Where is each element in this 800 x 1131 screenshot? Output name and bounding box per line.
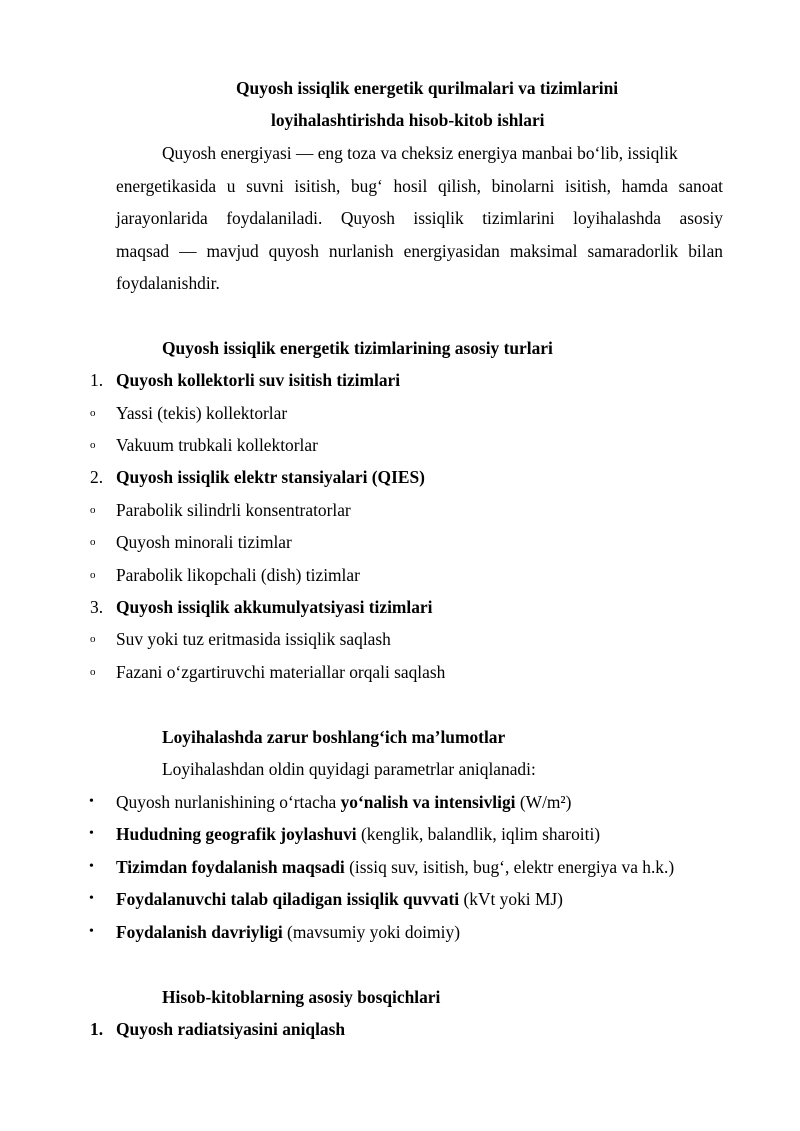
section-heading-calculation-stages: Hisob-kitoblarning asosiy bosqichlari [162,987,441,1007]
section-intro-text: Loyihalashdan oldin quyidagi parametrlar aniqlanadi: [162,759,536,779]
bullet-marker: • [89,859,94,874]
sub-list-item: Quyosh minorali tizimlar [116,532,292,552]
bullet-item-periodicity: Foydalanish davriyligi (mavsumiy yoki doimiy) [116,922,460,942]
bullet-marker: • [89,826,94,841]
bullet-marker: • [89,794,94,809]
bullet-item-location: Hududning geografik joylashuvi (kenglik, balandlik, iqlim sharoiti) [116,824,601,844]
list-number: 1. [90,1019,104,1039]
intro-line-5: foydalanishdir. [116,273,220,293]
bullet-marker: • [89,924,94,939]
section-heading-types: Quyosh issiqlik energetik tizimlarining asosiy turlari [162,338,553,358]
intro-line-2: energetikasida u suvni isitish, bug‘ hosil qilish, binolarni isitish, hamda sanoat [116,176,723,196]
bullet-item-power: Foydalanuvchi talab qiladigan issiqlik quvvati (kVt yoki MJ) [116,889,563,909]
intro-line-1: Quyosh energiyasi — eng toza va cheksiz energiya manbai bo‘lib, issiqlik [162,143,678,163]
sub-bullet-marker: o [90,439,96,451]
list-item-accumulation: Quyosh issiqlik akkumulyatsiyasi tizimlari [116,597,433,617]
sub-bullet-marker: o [90,666,96,678]
sub-list-item: Parabolik likopchali (dish) tizimlar [116,565,360,585]
list-number: 1. [90,370,104,390]
list-item-qies: Quyosh issiqlik elektr stansiyalari (QIES) [116,467,425,487]
sub-bullet-marker: o [90,407,96,419]
bullet-item-purpose: Tizimdan foydalanish maqsadi (issiq suv, isitish, bug‘, elektr energiya va h.k.) [116,857,675,877]
sub-bullet-marker: o [90,504,96,516]
sub-bullet-marker: o [90,633,96,645]
sub-list-item: Parabolik silindrli konsentratorlar [116,500,351,520]
list-item-radiation-determination: Quyosh radiatsiyasini aniqlash [116,1019,346,1039]
sub-bullet-marker: o [90,569,96,581]
sub-list-item: Yassi (tekis) kollektorlar [116,403,288,423]
bullet-marker: • [89,891,94,906]
title-line-1: Quyosh issiqlik energetik qurilmalari va tizimlarini [236,78,619,98]
list-item-collector-systems: Quyosh kollektorli suv isitish tizimlari [116,370,401,390]
intro-line-4: maqsad — mavjud quyosh nurlanish energiyasidan maksimal samaradorlik bilan [116,241,723,261]
bullet-item-radiation: Quyosh nurlanishining o‘rtacha yo‘nalish va intensivligi (W/m²) [116,792,572,812]
sub-bullet-marker: o [90,536,96,548]
sub-list-item: Vakuum trubkali kollektorlar [116,435,318,455]
intro-line-3: jarayonlarida foydalaniladi. Quyosh issiqlik tizimlarini loyihalashda asosiy [116,208,723,228]
sub-list-item: Suv yoki tuz eritmasida issiqlik saqlash [116,629,391,649]
title-line-2: loyihalashtirishda hisob-kitob ishlari [271,110,545,130]
list-number: 3. [90,597,104,617]
list-number: 2. [90,467,104,487]
sub-list-item: Fazani o‘zgartiruvchi materiallar orqali saqlash [116,662,446,682]
section-heading-initial-data: Loyihalashda zarur boshlang‘ich ma’lumotlar [162,727,506,747]
